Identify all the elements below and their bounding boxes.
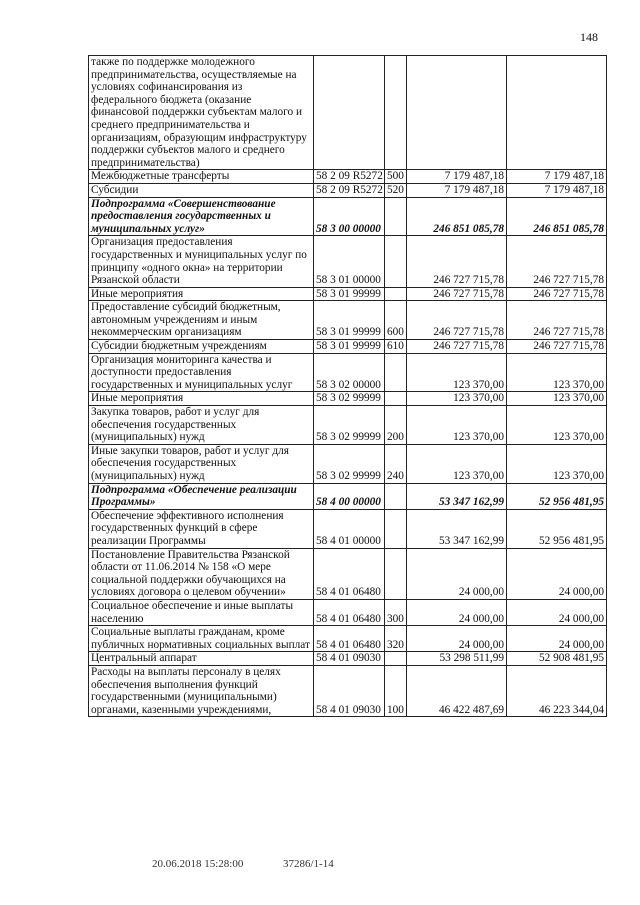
cell-target-article: 58 3 00 00000 xyxy=(314,197,385,236)
cell-expense-type xyxy=(385,652,407,666)
cell-amount-year-2: 123 370,00 xyxy=(507,444,607,483)
cell-name: Иные мероприятия xyxy=(89,392,314,406)
cell-expense-type xyxy=(385,483,407,509)
cell-amount-year-1: 24 000,00 xyxy=(407,626,507,652)
cell-amount-year-1: 123 370,00 xyxy=(407,353,507,392)
cell-expense-type: 200 xyxy=(385,406,407,445)
table-row xyxy=(89,301,607,340)
cell-expense-type xyxy=(385,56,407,170)
cell-target-article xyxy=(314,56,385,170)
cell-name: Подпрограмма «Совершенствование предоставления государственных и муниципальных услуг» xyxy=(89,197,314,236)
cell-name: Предоставление субсидий бюджетным, автономным учреждениям и иным некоммерческим организациям xyxy=(89,301,314,340)
table-row xyxy=(89,509,607,548)
table-row xyxy=(89,56,607,170)
cell-amount-year-1: 53 298 511,99 xyxy=(407,652,507,666)
cell-amount-year-2 xyxy=(507,56,607,170)
cell-expense-type: 320 xyxy=(385,626,407,652)
cell-amount-year-1: 123 370,00 xyxy=(407,444,507,483)
cell-amount-year-2: 52 956 481,95 xyxy=(507,509,607,548)
cell-expense-type: 300 xyxy=(385,599,407,625)
footer-timestamp: 20.06.2018 15:28:00 xyxy=(152,858,244,870)
cell-expense-type xyxy=(385,392,407,406)
cell-name: Социальное обеспечение и иные выплаты населению xyxy=(89,599,314,625)
cell-amount-year-2: 7 179 487,18 xyxy=(507,170,607,184)
table-row xyxy=(89,599,607,625)
table-row xyxy=(89,652,607,666)
table-row xyxy=(89,548,607,599)
cell-amount-year-1 xyxy=(407,56,507,170)
cell-name: Закупка товаров, работ и услуг для обеспечения государственных (муниципальных) нужд xyxy=(89,406,314,445)
cell-name: Иные закупки товаров, работ и услуг для обеспечения государственных (муниципальных) нужд xyxy=(89,444,314,483)
cell-name: Центральный аппарат xyxy=(89,652,314,666)
cell-expense-type: 600 xyxy=(385,301,407,340)
cell-amount-year-2: 246 727 715,78 xyxy=(507,236,607,287)
cell-amount-year-1: 53 347 162,99 xyxy=(407,483,507,509)
cell-amount-year-2: 52 908 481,95 xyxy=(507,652,607,666)
cell-expense-type: 240 xyxy=(385,444,407,483)
cell-target-article: 58 3 02 99999 xyxy=(314,444,385,483)
cell-expense-type xyxy=(385,353,407,392)
cell-expense-type xyxy=(385,548,407,599)
cell-amount-year-1: 246 727 715,78 xyxy=(407,236,507,287)
cell-amount-year-2: 123 370,00 xyxy=(507,353,607,392)
cell-target-article: 58 4 00 00000 xyxy=(314,483,385,509)
cell-amount-year-1: 7 179 487,18 xyxy=(407,170,507,184)
table-row xyxy=(89,665,607,716)
cell-target-article: 58 3 02 99999 xyxy=(314,392,385,406)
cell-amount-year-1: 246 727 715,78 xyxy=(407,287,507,301)
cell-expense-type xyxy=(385,509,407,548)
cell-amount-year-1: 246 727 715,78 xyxy=(407,301,507,340)
cell-expense-type: 610 xyxy=(385,340,407,354)
cell-amount-year-1: 246 727 715,78 xyxy=(407,340,507,354)
table-row xyxy=(89,444,607,483)
cell-name: Организация мониторинга качества и доступности предоставления государственных и муниципальных услуг xyxy=(89,353,314,392)
cell-name: Организация предоставления государственных и муниципальных услуг по принципу «одного окна» на территории Рязанской области xyxy=(89,236,314,287)
cell-name: также по поддержке молодежного предпринимательства, осуществляемые на условиях софинансирования из федерального бюджета (оказание финансовой поддержки субъектам малого и среднего предпринимательства и организациям, образующим инфраструктуру поддержки субъектов малого и среднего предпринимательства) xyxy=(89,56,314,170)
cell-amount-year-2: 52 956 481,95 xyxy=(507,483,607,509)
cell-amount-year-1: 246 851 085,78 xyxy=(407,197,507,236)
cell-expense-type xyxy=(385,236,407,287)
cell-target-article: 58 3 01 99999 xyxy=(314,301,385,340)
cell-target-article: 58 4 01 09030 xyxy=(314,652,385,666)
table-row xyxy=(89,340,607,354)
cell-amount-year-1: 123 370,00 xyxy=(407,392,507,406)
cell-name: Обеспечение эффективного исполнения государственных функций в сфере реализации Программы xyxy=(89,509,314,548)
cell-amount-year-2: 123 370,00 xyxy=(507,392,607,406)
cell-target-article: 58 4 01 00000 xyxy=(314,509,385,548)
cell-amount-year-1: 123 370,00 xyxy=(407,406,507,445)
cell-target-article: 58 3 01 00000 xyxy=(314,236,385,287)
cell-amount-year-2: 246 727 715,78 xyxy=(507,301,607,340)
cell-amount-year-1: 24 000,00 xyxy=(407,599,507,625)
cell-name: Иные мероприятия xyxy=(89,287,314,301)
cell-amount-year-2: 24 000,00 xyxy=(507,626,607,652)
cell-name: Субсидии xyxy=(89,183,314,197)
cell-amount-year-2: 123 370,00 xyxy=(507,406,607,445)
table-row xyxy=(89,406,607,445)
cell-amount-year-1: 46 422 487,69 xyxy=(407,665,507,716)
cell-target-article: 58 4 01 06480 xyxy=(314,599,385,625)
budget-table-body xyxy=(89,56,607,717)
cell-name: Социальные выплаты гражданам, кроме публичных нормативных социальных выплат xyxy=(89,626,314,652)
table-row xyxy=(89,287,607,301)
cell-target-article: 58 2 09 R5272 xyxy=(314,183,385,197)
cell-name: Субсидии бюджетным учреждениям xyxy=(89,340,314,354)
cell-expense-type: 100 xyxy=(385,665,407,716)
footer-document-id: 37286/1-14 xyxy=(283,858,334,870)
table-row xyxy=(89,353,607,392)
cell-amount-year-1: 24 000,00 xyxy=(407,548,507,599)
table-row-subprogram xyxy=(89,483,607,509)
cell-expense-type xyxy=(385,287,407,301)
cell-expense-type xyxy=(385,197,407,236)
cell-target-article: 58 2 09 R5272 xyxy=(314,170,385,184)
cell-name: Постановление Правительства Рязанской области от 11.06.2014 № 158 «О мере социальной поддержки обучающихся на условиях договора о целевом обучении» xyxy=(89,548,314,599)
cell-amount-year-1: 53 347 162,99 xyxy=(407,509,507,548)
cell-amount-year-1: 7 179 487,18 xyxy=(407,183,507,197)
cell-amount-year-2: 246 727 715,78 xyxy=(507,340,607,354)
cell-amount-year-2: 24 000,00 xyxy=(507,599,607,625)
cell-target-article: 58 3 02 00000 xyxy=(314,353,385,392)
cell-target-article: 58 3 02 99999 xyxy=(314,406,385,445)
cell-expense-type: 520 xyxy=(385,183,407,197)
cell-target-article: 58 4 01 09030 xyxy=(314,665,385,716)
table-row xyxy=(89,236,607,287)
table-row xyxy=(89,626,607,652)
cell-name: Межбюджетные трансферты xyxy=(89,170,314,184)
cell-target-article: 58 4 01 06480 xyxy=(314,626,385,652)
table-row-subprogram xyxy=(89,197,607,236)
cell-amount-year-2: 46 223 344,04 xyxy=(507,665,607,716)
cell-amount-year-2: 7 179 487,18 xyxy=(507,183,607,197)
cell-amount-year-2: 246 851 085,78 xyxy=(507,197,607,236)
table-row xyxy=(89,392,607,406)
cell-target-article: 58 3 01 99999 xyxy=(314,340,385,354)
table-row xyxy=(89,170,607,184)
cell-amount-year-2: 246 727 715,78 xyxy=(507,287,607,301)
table-row xyxy=(89,183,607,197)
cell-name: Расходы на выплаты персоналу в целях обеспечения выполнения функций государственными (муниципальными) органами, казенными учреждениями, xyxy=(89,665,314,716)
page-number: 148 xyxy=(580,30,598,44)
cell-expense-type: 500 xyxy=(385,170,407,184)
cell-amount-year-2: 24 000,00 xyxy=(507,548,607,599)
cell-name: Подпрограмма «Обеспечение реализации Программы» xyxy=(89,483,314,509)
cell-target-article: 58 4 01 06480 xyxy=(314,548,385,599)
budget-table xyxy=(88,55,607,717)
cell-target-article: 58 3 01 99999 xyxy=(314,287,385,301)
